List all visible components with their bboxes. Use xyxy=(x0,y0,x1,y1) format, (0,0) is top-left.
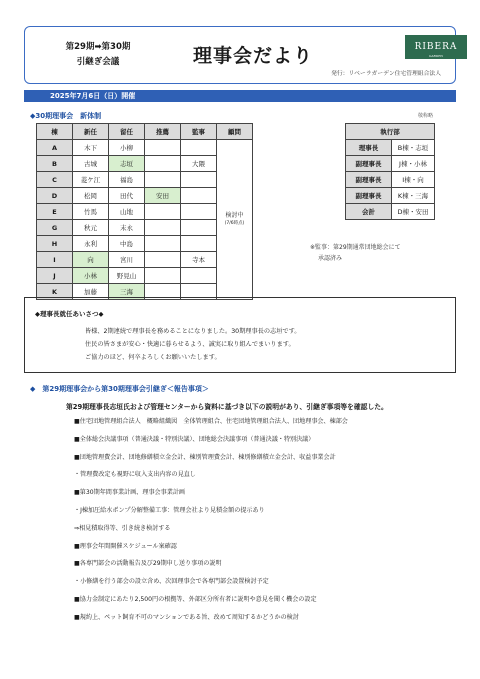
meeting-date-bar: 2025年7月6日（日）開催 xyxy=(24,90,456,102)
note-line: 承認済み xyxy=(318,255,343,262)
new-member-cell: 小林 xyxy=(73,268,109,284)
auditor-cell xyxy=(181,172,217,188)
auditor-cell xyxy=(181,236,217,252)
recommended-cell xyxy=(145,156,181,172)
new-member-cell: 木下 xyxy=(73,140,109,156)
list-item: ・小修繕を行う部会の設立含め、次回理事会で各専門部会設置検討予定 xyxy=(74,578,269,586)
stay-member-cell: 小柳 xyxy=(109,140,145,156)
list-item: ⇒相見積取得等、引き続き検討する xyxy=(74,524,171,532)
exec-name: I棟・向 xyxy=(392,172,435,188)
publisher-line: 発行：リベーラガーデン住宅管理組合法人 xyxy=(331,71,441,77)
exec-role: 副理事長 xyxy=(346,188,392,204)
auditor-cell xyxy=(181,220,217,236)
auditor-cell xyxy=(181,140,217,156)
list-item: ■第30期年間事業計画、理事会事業計画 xyxy=(74,489,186,497)
auditor-cell: 大隈 xyxy=(181,156,217,172)
recommended-cell xyxy=(145,172,181,188)
exec-role: 理事長 xyxy=(346,140,392,156)
greeting-line: ご協力のほど、何卒よろしくお願いいたします。 xyxy=(85,354,221,361)
executive-table xyxy=(345,123,435,220)
exec-name: K棟・三海 xyxy=(392,188,435,204)
exec-name: B棟・志垣 xyxy=(392,140,435,156)
recommended-cell xyxy=(145,268,181,284)
greeting-box xyxy=(24,297,456,373)
new-member-cell: 松岡 xyxy=(73,188,109,204)
new-member-cell: 加藤 xyxy=(73,284,109,300)
new-member-cell: 秋元 xyxy=(73,220,109,236)
stay-member-cell: 山地 xyxy=(109,204,145,220)
ribera-logo xyxy=(405,35,467,59)
table-header-row xyxy=(37,124,253,140)
building-cell: I xyxy=(37,252,73,268)
newsletter-title: 理事会だより xyxy=(193,45,314,67)
logo-subtext: GARDEN xyxy=(428,54,444,58)
board-members-table xyxy=(36,123,253,300)
exec-name: D棟・安田 xyxy=(392,204,435,220)
stay-member-cell: 末永 xyxy=(109,220,145,236)
exec-name: J棟・小林 xyxy=(392,156,435,172)
table-row xyxy=(346,172,435,188)
recommended-cell xyxy=(145,204,181,220)
advisor-status: 検討中 xyxy=(225,211,244,219)
exec-role: 会計 xyxy=(346,204,392,220)
section-handover-title: ◆ 第29期理事会から第30期理事会引継ぎ＜報告事項＞ xyxy=(30,385,209,393)
building-cell: C xyxy=(37,172,73,188)
exec-header-row xyxy=(346,124,435,140)
logo-text: RIBERA xyxy=(414,42,458,52)
building-cell: D xyxy=(37,188,73,204)
building-cell: H xyxy=(37,236,73,252)
col-header-auditor: 監事 xyxy=(181,124,217,140)
advisor-date: (7/6時点) xyxy=(224,220,245,226)
honorific-note: 敬称略 xyxy=(418,113,434,119)
auditor-cell xyxy=(181,268,217,284)
table-row xyxy=(346,156,435,172)
building-cell: G xyxy=(37,220,73,236)
stay-member-cell: 志垣 xyxy=(109,156,145,172)
exec-role: 副理事長 xyxy=(346,172,392,188)
new-member-cell: 竹馬 xyxy=(73,204,109,220)
col-header-stay: 留任 xyxy=(109,124,145,140)
note-line: ※監事：第29期通常団地総会にて xyxy=(310,244,401,251)
table-row xyxy=(346,204,435,220)
stay-member-cell: 田代 xyxy=(109,188,145,204)
stay-member-cell: 福島 xyxy=(109,172,145,188)
header-subtitle xyxy=(43,40,153,70)
list-item: ■各専門部会の活動報告及び29期申し送り事項の説明 xyxy=(74,560,222,568)
recommended-cell xyxy=(145,220,181,236)
col-header-recommended: 推薦 xyxy=(145,124,181,140)
table-row xyxy=(346,188,435,204)
new-member-cell: 古城 xyxy=(73,156,109,172)
table-row xyxy=(37,140,253,156)
list-item: ・J棟加圧給水ポンプ分解整備工事：管理会社より見積金額の提示あり xyxy=(74,506,265,514)
stay-member-cell: 中島 xyxy=(109,236,145,252)
new-member-cell: 菱ケ江 xyxy=(73,172,109,188)
col-header-new: 新任 xyxy=(73,124,109,140)
list-item: ■協力金制定にあたり2,500円の根拠等、外部区分所有者に説明や意見を聞く機会の設定 xyxy=(74,595,317,603)
handover-intro: 第29期理事長志垣氏および管理センターから資料に基づき以下の説明があり、引継ぎ事項等を確認した。 xyxy=(66,403,388,411)
meeting-name: 引継ぎ会議 xyxy=(76,57,120,67)
recommended-cell xyxy=(145,252,181,268)
greeting-body xyxy=(85,325,301,364)
new-member-cell: 永利 xyxy=(73,236,109,252)
auditor-cell: 寺本 xyxy=(181,252,217,268)
recommended-cell xyxy=(145,236,181,252)
handover-items-list xyxy=(74,417,348,631)
list-item: ■規約上、ペット飼育不可のマンションである旨、改めて周知するかどうかの検討 xyxy=(74,613,299,621)
col-header-advisor: 顧問 xyxy=(217,124,253,140)
auditor-cell xyxy=(181,188,217,204)
auditor-cell xyxy=(181,204,217,220)
exec-role: 副理事長 xyxy=(346,156,392,172)
recommended-cell xyxy=(145,140,181,156)
greeting-line: 住民の皆さまが安心・快適に暮らせるよう、誠実に取り組んでまいります。 xyxy=(85,341,295,348)
list-item: ■全体総会決議事項（普通決議・特別決議）、団地総会決議事項（普通決議・特別決議） xyxy=(74,435,315,443)
advisor-cell xyxy=(217,140,253,300)
building-cell: K xyxy=(37,284,73,300)
building-cell: E xyxy=(37,204,73,220)
table-row xyxy=(346,140,435,156)
section-new-board-title: ◆30期理事会 新体制 xyxy=(30,112,102,120)
greeting-title: ◆理事長就任あいさつ◆ xyxy=(35,310,104,318)
building-cell: J xyxy=(37,268,73,284)
building-cell: A xyxy=(37,140,73,156)
building-cell: B xyxy=(37,156,73,172)
auditor-note xyxy=(310,242,401,264)
new-member-cell: 向 xyxy=(73,252,109,268)
term-transition: 第29期➡第30期 xyxy=(65,42,131,52)
recommended-cell: 安田 xyxy=(145,188,181,204)
stay-member-cell: 野見山 xyxy=(109,268,145,284)
newsletter-header xyxy=(24,26,456,84)
list-item: ■住宅団地管理組合法人 概略組織図 全体管理組合、住宅団地管理組合法人、団地理事会、棟部会 xyxy=(74,418,348,425)
greeting-line: 皆様、2期連続で理事長を務めることになりました。30期理事長の志垣です。 xyxy=(85,328,301,335)
list-item: ■団地管理費会計、団地修繕積立金会計、棟別管理費会計、棟別修繕積立金会計、収益事業会計 xyxy=(74,453,336,461)
stay-member-cell: 宮川 xyxy=(109,252,145,268)
list-item: ・管理費改定も視野に収入支出内容の見直し xyxy=(74,471,196,479)
stay-member-cell: 三海 xyxy=(109,284,145,300)
list-item: ■理事会年間開催スケジュール案確認 xyxy=(74,542,177,550)
exec-header: 執行部 xyxy=(346,124,435,140)
col-header-building: 棟 xyxy=(37,124,73,140)
